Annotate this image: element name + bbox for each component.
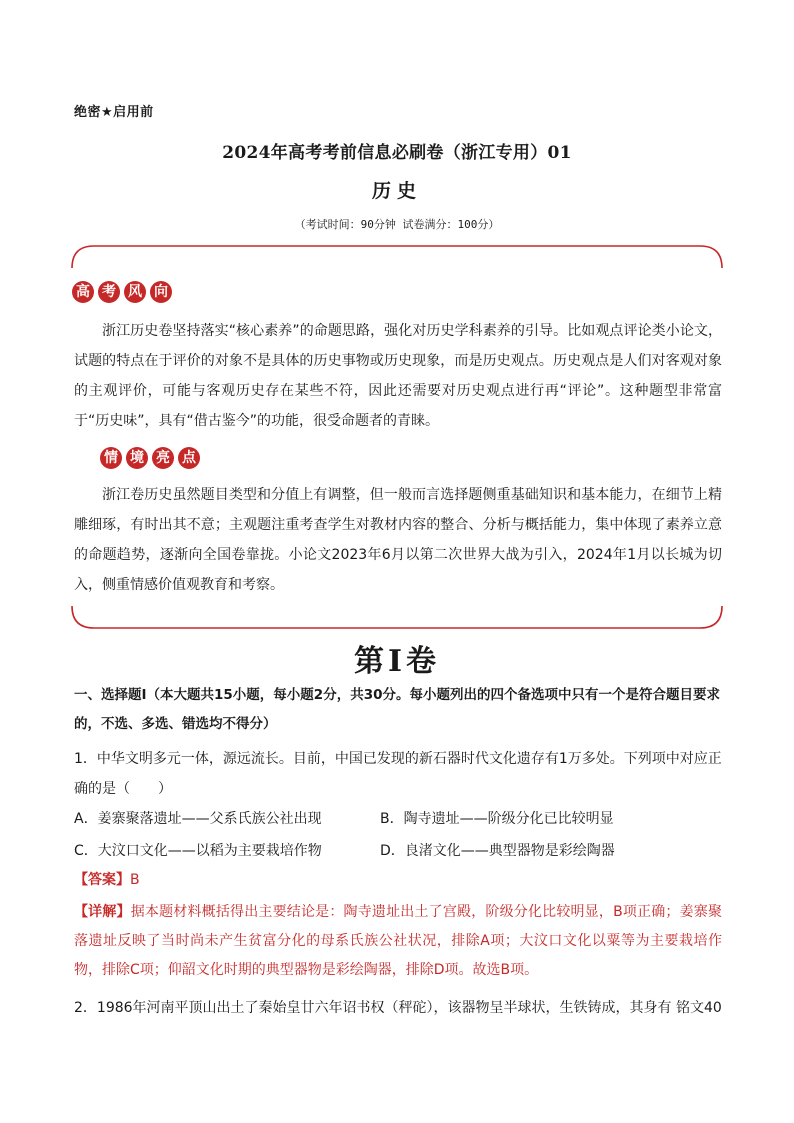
answer-label: 【答案】 bbox=[74, 872, 130, 888]
trend-tag-char-4: 向 bbox=[150, 281, 172, 303]
highlight-tag-char-3: 亮 bbox=[152, 447, 174, 469]
detail-label: 【详解】 bbox=[74, 904, 131, 920]
detail-text: 据本题材料概括得出主要结论是：陶寺遗址出土了宫殿，阶级分化比较明显，B项正确；姜寨聚落遗址反映了当时尚未产生贫富分化的母系氏族公社状况，排除A项；大汶口文化以粟等为主要栽培作物，排除C项；仰韶文化时期的典型器物是彩绘陶器，排除D项。故选B项。 bbox=[74, 904, 722, 978]
question-1-option-b: B．陶寺遗址——阶级分化已比较明显 bbox=[380, 811, 614, 827]
top-arc-divider bbox=[70, 244, 724, 270]
trend-tag-char-3: 风 bbox=[124, 281, 146, 303]
trend-tag-char-1: 高 bbox=[72, 281, 94, 303]
trend-paragraph bbox=[74, 316, 722, 436]
trend-text: 浙江历史卷坚持落实“核心素养”的命题思路，强化对历史学科素养的引导。比如观点评论类小论文，试题的特点在于评价的对象不是具体的历史事物或历史现象，而是历史观点。历史观点是人们对客观对象的主观评价，可能与客观历史存在某些不符，因此还需要对历史观点进行再“评论”。这种题型非常富于“历史味”，具有“借古鉴今”的功能，很受命题者的青睐。 bbox=[74, 323, 722, 429]
question-1-option-c: C．大汶口文化——以稻为主要栽培作物 bbox=[74, 843, 322, 859]
volume-heading: 第I卷 bbox=[353, 644, 441, 679]
exam-info: （考试时间：90分钟 试卷满分：100分） bbox=[294, 218, 500, 231]
question-1-detail bbox=[74, 898, 722, 985]
bottom-arc-divider bbox=[70, 604, 724, 630]
highlight-tag-char-1: 情 bbox=[100, 447, 122, 469]
highlight-tag-char-2: 境 bbox=[126, 447, 148, 469]
highlight-tag-char-4: 点 bbox=[178, 447, 200, 469]
question-2-stem: 2．1986年河南平顶山出土了秦始皇廿六年诏书权（秤砣），该器物呈半球状，生铁铸成，其身有 铭文40 bbox=[74, 1000, 722, 1016]
highlight-text: 浙江卷历史虽然题目类型和分值上有调整，但一般而言选择题侧重基础知识和基本能力，在细节上精雕细琢，有时出其不意；主观题注重考查学生对教材内容的整合、分析与概括能力，集中体现了素养立意的命题趋势，逐渐向全国卷靠拢。小论文2023年6月以第二次世界大战为引入，2024年1月以长城为切入，侧重情感价值观教育和考察。 bbox=[74, 487, 722, 593]
question-1-answer bbox=[74, 869, 140, 889]
page-title: 2024年高考考前信息必刷卷（浙江专用）01 bbox=[222, 143, 572, 163]
question-1-stem: 1．中华文明多元一体，源远流长。目前，中国已发现的新石器时代文化遗存有1万多处。下列项中对应正确的是（ ） bbox=[74, 751, 722, 797]
subject-title: 历史 bbox=[371, 180, 422, 202]
question-1-option-a: A．姜寨聚落遗址——父系氏族公社出现 bbox=[74, 811, 322, 827]
question-1-option-d: D．良渚文化——典型器物是彩绘陶器 bbox=[380, 843, 615, 859]
section-heading: 一、选择题I（本大题共15小题，每小题2分，共30分。每小题列出的四个备选项中只有一个是符合题目要求的，不选、多选、错选均不得分） bbox=[74, 687, 720, 732]
highlight-paragraph bbox=[74, 480, 722, 600]
trend-tag-char-2: 考 bbox=[98, 281, 120, 303]
confidential-mark: 绝密★启用前 bbox=[74, 105, 154, 120]
answer-value: B bbox=[130, 872, 140, 888]
